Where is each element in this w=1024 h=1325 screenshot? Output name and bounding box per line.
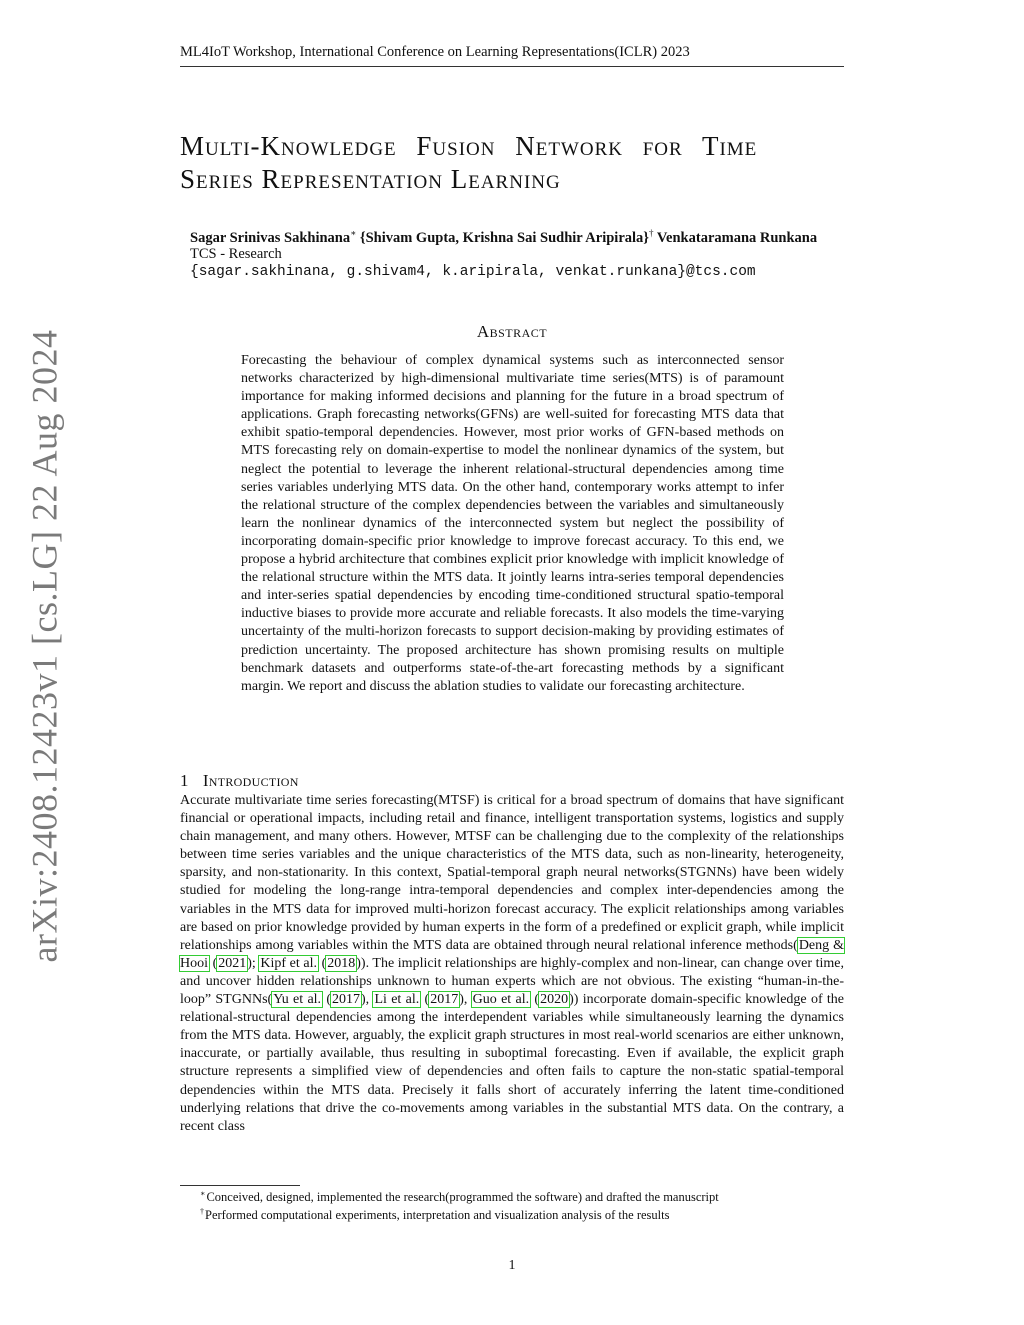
page-number: 1 [508,1258,516,1273]
footnote-1-mark: ∗ [200,1189,206,1198]
citation-link[interactable]: Kipf et al. [260,955,317,971]
author-list [190,228,817,247]
section-title: Introduction [202,771,299,790]
citation-link[interactable]: Deng & Hooi [180,937,845,971]
introduction-paragraph: Accurate multivariate time series forecasting(MTSF) is critical for a broad spectrum of domains that have significant financial or operational impacts, including retail and finance, intelligent transportation systems, logistics and supply chain management, and many others. However, MTSF can be challenging due to the complexity of the relationships between time series variables and the unique characteristics of the MTS data, such as non-linearity, heterogeneity, sparsity, and non-stationarity. In this context, Spatial-temporal graph neural networks(STGNNs) have been widely studied for modeling the long-range intra-temporal dependencies and complex inter-dependencies among the variables in the MTS data for improved multi-horizon forecast accuracy. The explicit relationships among variables are based on prior knowledge provided by human experts in the form of a predefined or explicit graph, while implicit relationships among variables within the MTS data are obtained through neural relational inference methods(Deng & Hooi (2021); Kipf et al. (2018)). The implicit relationships are highly-complex and non-linear, can change over time, and uncover hidden relationships unknown to human experts which are not obvious. The existing “human-in-the-loop” STGNNs(Yu et al. (2017), Li et al. (2017), Guo et al. (2020)) incorporate domain-specific knowledge of the relational-structural dependencies among the interdependent variables while simultaneously learning the dynamics from the MTS data. However, arguably, the explicit graph structures in most real-world scenarios are either unknown, inaccurate, or partially available, thus resulting in suboptimal forecasting. Even if available, the explicit graph structure represents a simplified view of dependencies and often fails to capture the non-static spatial-temporal dependencies within the MTS data. Precisely it falls short of accurately inferring the latent time-conditioned underlying relations that drive the co-movements among variables in the substantial MTS data. On the contrary, a recent class [180,793,845,1134]
abstract-heading: Abstract [476,322,548,341]
citation-year-link[interactable]: 2017 [430,992,459,1008]
author-last: Venkataramana Runkana [656,229,818,246]
citation-year-link[interactable]: 2021 [218,955,247,971]
paper-title-line-2: Series Representation Learning [180,164,561,194]
citation-year-link[interactable]: 2018 [327,955,356,971]
citation-year-link[interactable]: 2020 [540,992,569,1008]
citation-year-link[interactable]: 2017 [332,992,361,1008]
intro-text-part-1: Accurate multivariate time series forecasting(MTSF) is critical for a broad spectrum of domains that have significant financial or operational impacts, including retail and finance, intelligent transportation systems, logistics and supply chain management, and many others. However, MTSF can be challenging due to the complexity of the relationships between time series variables and the unique characteristics of the MTS data, such as non-linearity, heterogeneity, sparsity, and non-stationarity. In this context, Spatial-temporal graph neural networks(STGNNs) have been widely studied for modeling the long-range intra-temporal dependencies and complex inter-dependencies among the variables in the MTS data for improved multi-horizon forecast accuracy. The explicit relationships among variables are based on prior knowledge provided by human experts in the form of a predefined or explicit graph, while implicit relationships among variables within the MTS data are obtained through neural relational inference methods( [180,793,844,953]
author-first: Sagar Srinivas Sakhinana [190,229,351,246]
paper-title-line-1: Multi-Knowledge Fusion Network for Time [180,131,758,161]
author-first-mark: ∗ [350,228,357,238]
intro-text-part-3: ) incorporate domain-specific knowledge of the relational-structural dependencies among the interdependent variables while simultaneously learning the dynamics from the MTS data. However, arguably, the explicit graph structures in most real-world scenarios are either unknown, inaccurate, or partially available, thus resulting in suboptimal forecasting. Even if available, the explicit graph structure represents a simplified view of dependencies and often fails to capture the non-static spatial-temporal dependencies within the MTS data. Precisely it falls short of accurately inferring the latent time-conditioned underlying relations that drive the co-movements among variables in the substantial MTS data. On the contrary, a recent class [180,992,845,1134]
affiliation: TCS - Research [190,246,282,262]
paper-title [180,130,850,196]
arxiv-stamp [8,329,80,962]
footnote-rule [180,1185,300,1186]
citation-link[interactable]: Li et al. [374,992,420,1008]
intro-text-part-2: ). The implicit relationships are highly-complex and non-linear, can change over time, and uncover hidden relationships unknown to human experts which are not obvious. The existing “human-in-the-loop” STGNNs( [180,955,844,1008]
author-emails: {sagar.sakhinana, g.shivam4, k.aripirala, venkat.runkana}@tcs.com [190,264,756,280]
abstract-text: Forecasting the behaviour of complex dynamical systems such as interconnected sensor networks characterized by high-dimensional multivariate time series(MTS) is of paramount importance for making informed decisions and planning for the future in a broad spectrum of applications. Graph forecasting networks(GFNs) are well-suited for forecasting MTS data that exhibit spatio-temporal dependencies. However, most prior works of GFN-based methods on MTS forecasting rely on domain-expertise to model the nonlinear dynamics of the system, but neglect the potential to leverage the inherent relational-structural dependencies among time series variables underlying MTS data. On the other hand, contemporary works attempt to infer the relational structure of the complex dependencies between the variables and simultaneously learn the nonlinear dynamics of the interconnected system but neglect the possibility of incorporating domain-specific prior knowledge to improve forecast accuracy. To this end, we propose a hybrid architecture that combines explicit prior knowledge with implicit knowledge of the relational structure within the MTS data. It jointly learns intra-series temporal dependencies and inter-series spatial dependencies by encoding time-conditioned structural spatio-temporal inductive biases to provide more accurate and reliable forecasts. It also models the time-varying uncertainty of the multi-horizon forecasts to support decision-making by providing estimates of prediction uncertainty. The proposed architecture has shown promising results on multiple benchmark datasets and outperforms state-of-the-art forecasting methods by a significant margin. We report and discuss the ablation studies to validate our forecasting architecture. [241,353,784,694]
section-heading-introduction [180,771,299,791]
citation-link[interactable]: Yu et al. [273,992,322,1008]
running-header: ML4IoT Workshop, International Conference on Learning Representations(ICLR) 2023 [180,44,844,67]
footnote-2-mark: † [200,1207,204,1216]
arxiv-stamp-text: arXiv:2408.12423v1 [cs.LG] 22 Aug 2024 [24,329,64,962]
footnote-1-text: Conceived, designed, implemented the research(programmed the software) and drafted the manuscript [206,1190,719,1205]
footnote-2 [200,1207,669,1223]
citation-link[interactable]: Guo et al. [472,992,530,1008]
footnote-2-text: Performed computational experiments, interpretation and visualization analysis of the results [205,1208,670,1223]
author-group: {Shivam Gupta, Krishna Sai Sudhir Aripirala} [359,229,650,246]
author-group-mark: † [649,228,654,238]
section-number: 1 [180,771,189,790]
footnote-1 [200,1189,719,1205]
